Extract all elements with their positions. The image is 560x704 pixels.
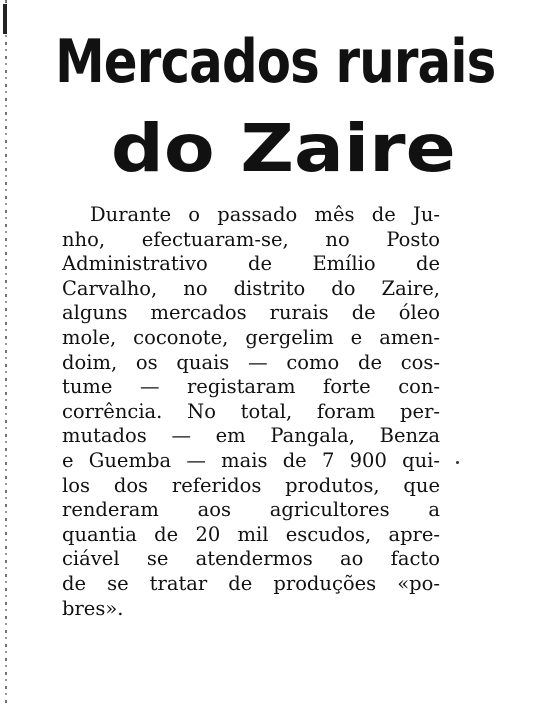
article-line: tume — registaram forte con- — [62, 375, 440, 399]
article-body — [62, 203, 440, 621]
article-line: de se tratar de produções «po- — [62, 571, 440, 595]
scan-left-edge — [5, 0, 7, 704]
article-line: bres». — [62, 596, 124, 620]
article-line: renderam aos agricultores a — [62, 498, 440, 522]
article-line: ciável se atendermos ao facto — [62, 547, 440, 571]
article-line: los dos referidos produtos, que — [62, 473, 440, 497]
article-line: e Guemba — mais de 7 900 qui- — [62, 448, 440, 472]
article-line: corrência. No total, foram per- — [62, 399, 440, 423]
scan-edge-mark — [3, 4, 7, 34]
headline-line-1: Mercados rurais — [55, 27, 496, 97]
article-line: doim, os quais — como de cos- — [62, 350, 440, 374]
article-line: quantia de 20 mil escudos, apre- — [62, 522, 440, 546]
ink-speck — [456, 461, 459, 464]
article-line: mutados — em Pangala, Benza — [62, 424, 440, 448]
article-line: alguns mercados rurais de óleo — [62, 301, 440, 325]
article-line: nho, efectuaram-se, no Posto — [62, 227, 440, 251]
article-line: Durante o passado mês de Ju- — [90, 203, 440, 226]
article-line: mole, coconote, gergelim e amen- — [62, 325, 440, 349]
article-line: Carvalho, no distrito do Zaire, — [62, 276, 440, 300]
headline-line-2: do Zaire — [110, 110, 456, 187]
article-line: Administrativo de Emílio de — [62, 252, 440, 276]
